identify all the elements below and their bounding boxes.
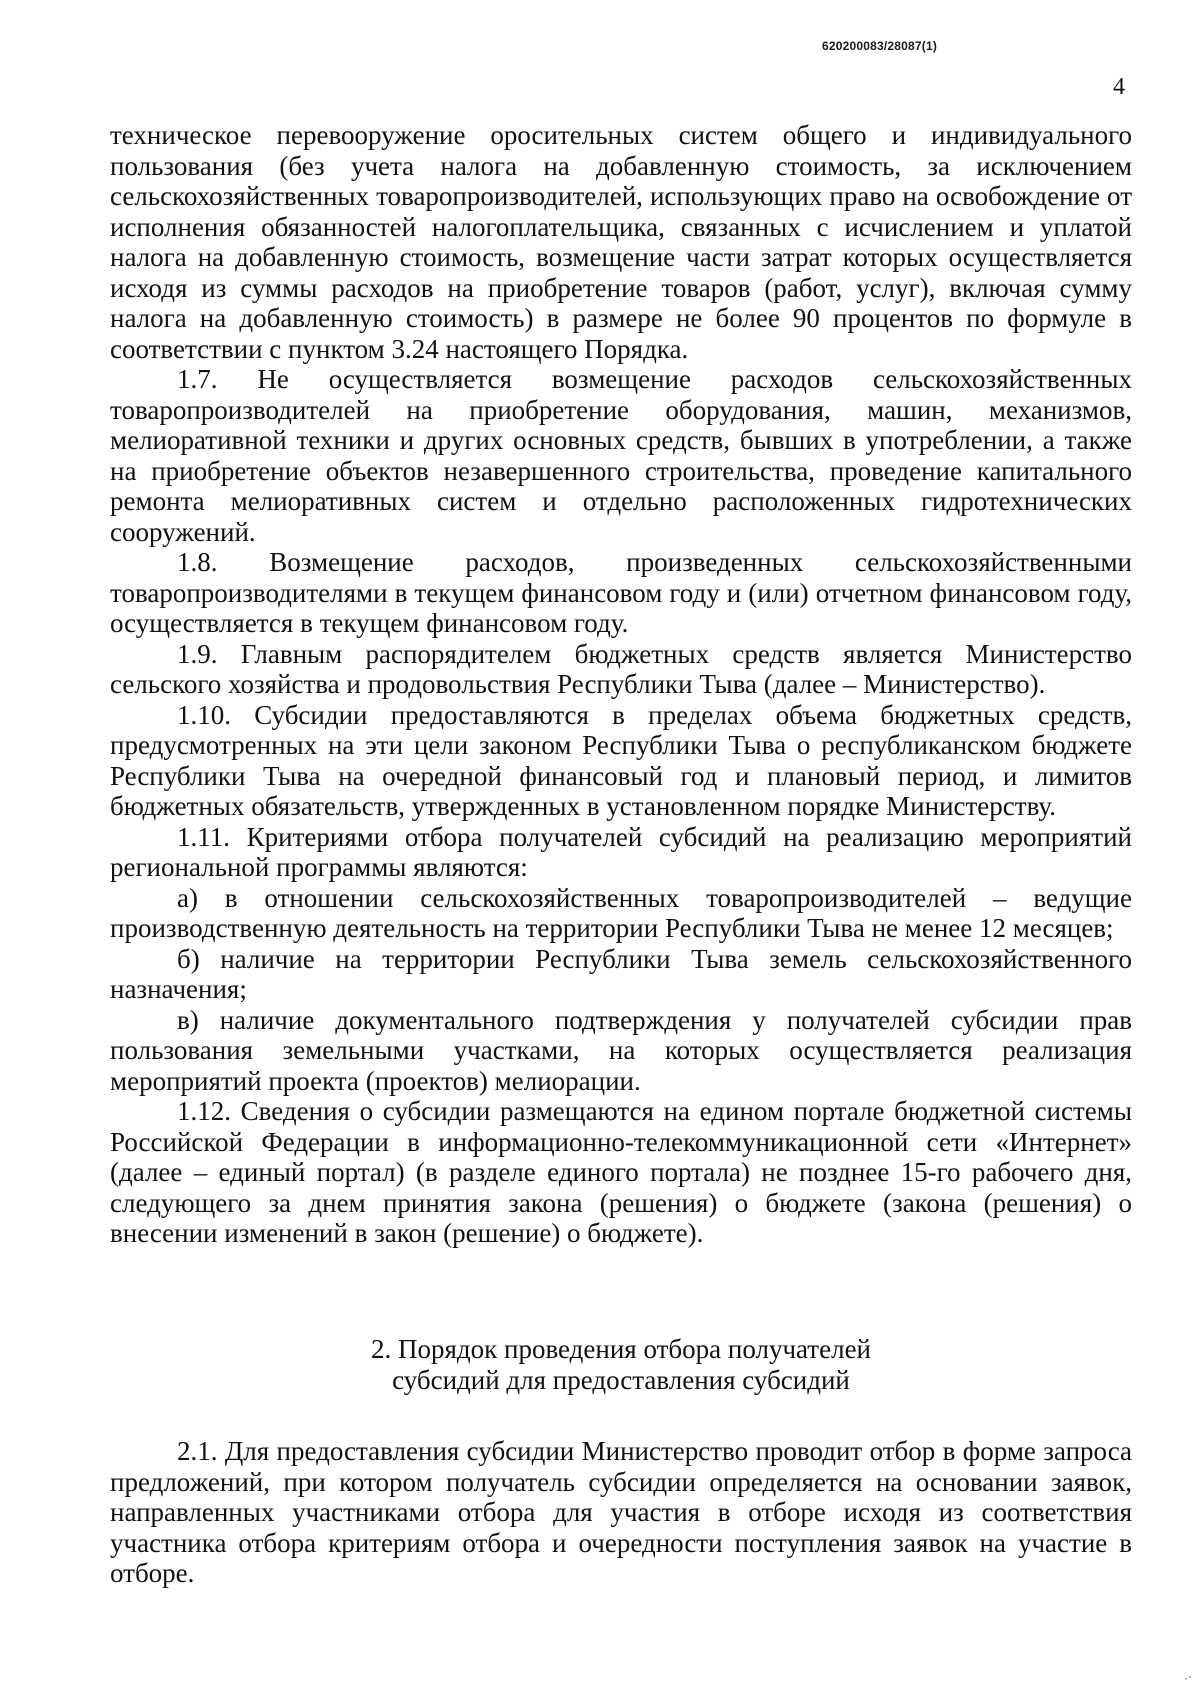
paragraph-1-11-a: а) в отношении сельскохозяйственных товаропроизводителей – ведущие производственную деятельность на территории Республики Тыва не менее 12 месяцев; — [110, 882, 1132, 943]
paragraph-1-8: 1.8. Возмещение расходов, произведенных сельскохозяйственными товаропроизводителями в текущем финансовом году и (или) отчетном финансовом году, осуществляется в текущем финансовом году. — [110, 547, 1132, 638]
paragraph-1-11: 1.11. Критериями отбора получателей субсидий на реализацию мероприятий региональной программы являются: — [110, 821, 1132, 882]
paragraph-1-10: 1.10. Субсидии предоставляются в пределах объема бюджетных средств, предусмотренных на эти цели законом Республики Тыва о республиканском бюджете Республики Тыва на очередной финансовый год и плановый период, и лимитов бюджетных обязательств, утвержденных в установленном порядке Министерству. — [110, 699, 1132, 821]
section-2-heading-line-2: субсидий для предоставления субсидий — [392, 1364, 850, 1395]
paragraph-2-1: 2.1. Для предоставления субсидии Министерство проводит отбор в форме запроса предложений, при котором получатель субсидии определяется на основании заявок, направленных участниками отбора для участия в отборе исходя из соответствия участника отбора критериям отбора и очередности поступления заявок на участие в отборе. — [110, 1436, 1132, 1588]
paragraph-1-11-v: в) наличие документального подтверждения у получателей субсидии прав пользования земельными участками, на которых осуществляется реализация мероприятий проекта (проектов) мелиорации. — [110, 1004, 1132, 1096]
document-body — [110, 120, 1132, 1249]
section-2-body — [110, 1436, 1132, 1589]
paragraph-continuation: техническое перевооружение оросительных систем общего и индивидуального пользования (без учета налога на добавленную стоимость, за исключением сельскохозяйственных товаропроизводителей, использующих право на освобождение от исполнения обязанностей налогоплательщика, связанных с исчислением и уплатой налога на добавленную стоимость, возмещение части затрат которых осуществляется исходя из суммы расходов на приобретение товаров (работ, услуг), включая сумму налога на добавленную стоимость) в размере не более 90 процентов по формуле в соответствии с пунктом 3.24 настоящего Порядка. — [110, 120, 1132, 364]
scan-artifact-mark: ⋅‘ — [1183, 1672, 1192, 1686]
paragraph-1-12: 1.12. Сведения о субсидии размещаются на едином портале бюджетной системы Российской Федерации в информационно-телекоммуникационной сети «Интернет» (далее – единый портал) (в разделе единого портала) не позднее 15-го рабочего дня, следующего за днем принятия закона (решения) о бюджете (закона (решения) о внесении изменений в закон (решение) о бюджете). — [110, 1096, 1132, 1248]
section-2-heading — [110, 1334, 1132, 1395]
paragraph-1-7: 1.7. Не осуществляется возмещение расходов сельскохозяйственных товаропроизводителей на приобретение оборудования, машин, механизмов, мелиоративной техники и других основных средств, бывших в употреблении, а также на приобретение объектов незавершенного строительства, проведение капитального ремонта мелиоративных систем и отдельно расположенных гидротехнических сооружений. — [110, 364, 1132, 547]
page-number: 4 — [1113, 74, 1125, 100]
paragraph-1-9: 1.9. Главным распорядителем бюджетных средств является Министерство сельского хозяйства и продовольствия Республики Тыва (далее – Министерство). — [110, 638, 1132, 699]
paragraph-1-11-b: б) наличие на территории Республики Тыва земель сельскохозяйственного назначения; — [110, 943, 1132, 1004]
document-code: 620200083/28087(1) — [822, 39, 938, 53]
section-2-heading-line-1: 2. Порядок проведения отбора получателей — [370, 1334, 871, 1364]
